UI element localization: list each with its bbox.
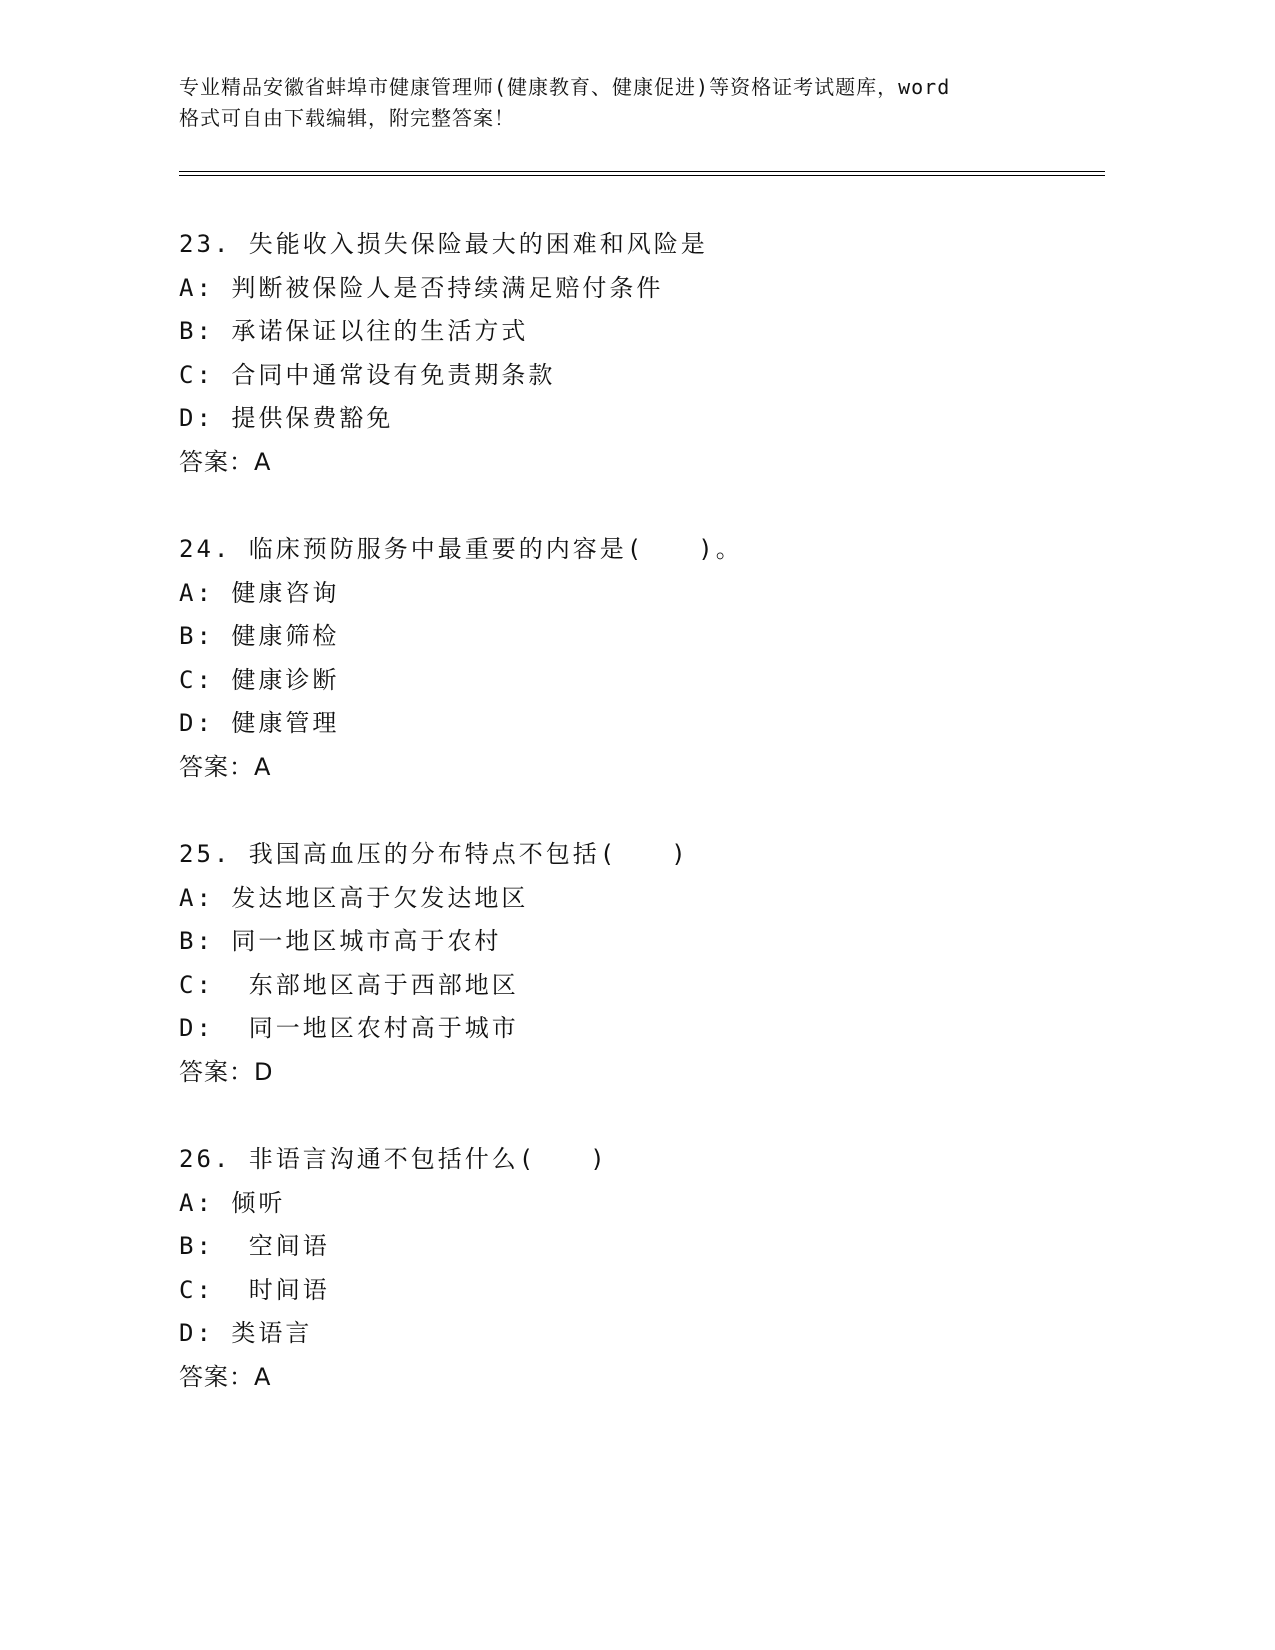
answer-option: A: 倾听 (179, 1188, 286, 1217)
answer-option: C: 时间语 (179, 1275, 330, 1304)
answer-option: D: 类语言 (179, 1319, 313, 1348)
answer-option: D: 同一地区农村高于城市 (179, 1014, 519, 1043)
answer-option: A: 发达地区高于欠发达地区 (179, 883, 529, 912)
answer-option: A: 健康咨询 (179, 578, 340, 607)
answer-option: C: 合同中通常设有免责期条款 (179, 360, 556, 389)
header-divider-top (179, 171, 1105, 172)
answer-option: B: 健康筛检 (179, 622, 340, 651)
answer-option: D: 健康管理 (179, 709, 340, 738)
document-header (179, 72, 1059, 134)
answer-option: A: 判断被保险人是否持续满足赔付条件 (179, 273, 664, 302)
question-block (179, 223, 708, 485)
answer-option: B: 承诺保证以往的生活方式 (179, 317, 529, 346)
question-stem: 26. 非语言沟通不包括什么( ) (179, 1145, 608, 1173)
answer-key: 答案：D (179, 1057, 274, 1086)
question-block (179, 528, 743, 790)
header-line-1: 专业精品安徽省蚌埠市健康管理师(健康教育、健康促进)等资格证考试题库，word (179, 75, 951, 99)
question-stem: 24. 临床预防服务中最重要的内容是( )。 (179, 535, 743, 563)
answer-option: C: 健康诊断 (179, 665, 340, 694)
header-divider-bottom (179, 175, 1105, 176)
question-stem: 23. 失能收入损失保险最大的困难和风险是 (179, 230, 708, 258)
answer-option: B: 空间语 (179, 1232, 330, 1261)
header-line-2: 格式可自由下载编辑，附完整答案！ (179, 106, 515, 130)
question-block (179, 1138, 608, 1400)
answer-key: 答案：A (179, 447, 272, 476)
answer-key: 答案：A (179, 1362, 272, 1391)
answer-option: B: 同一地区城市高于农村 (179, 927, 502, 956)
answer-key: 答案：A (179, 752, 272, 781)
answer-option: C: 东部地区高于西部地区 (179, 970, 519, 999)
question-block (179, 833, 689, 1095)
answer-option: D: 提供保费豁免 (179, 404, 394, 433)
question-stem: 25. 我国高血压的分布特点不包括( ) (179, 840, 689, 868)
